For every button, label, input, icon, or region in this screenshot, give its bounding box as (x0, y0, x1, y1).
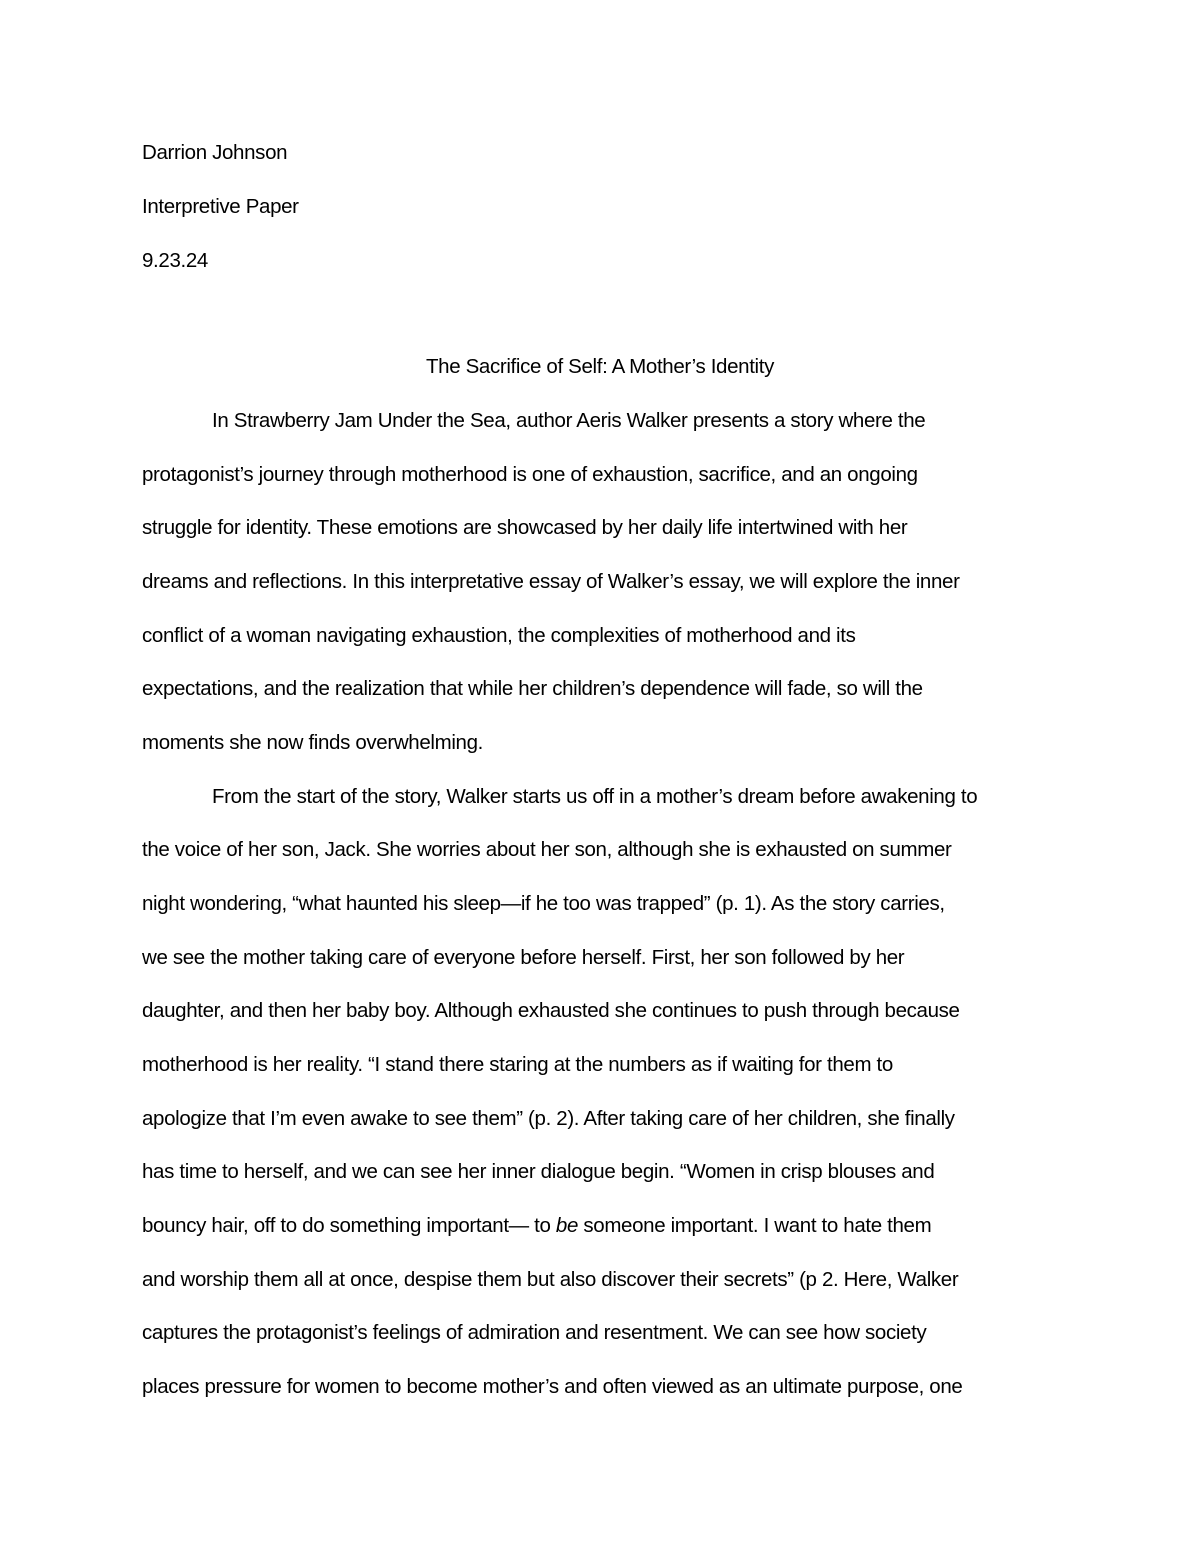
paragraph-line: expectations, and the realization that while her children’s dependence will fade, so will the (142, 677, 923, 700)
paragraph-line: struggle for identity. These emotions are showcased by her daily life intertwined with her (142, 516, 908, 539)
paragraph-line: night wondering, “what haunted his sleep—if he too was trapped” (p. 1). As the story carries, (142, 892, 945, 915)
assignment-name: Interpretive Paper (142, 195, 299, 218)
paragraph-line: has time to herself, and we can see her inner dialogue begin. “Women in crisp blouses and (142, 1160, 935, 1183)
italic-word: be (555, 1214, 579, 1237)
paragraph-line: motherhood is her reality. “I stand there staring at the numbers as if waiting for them to (142, 1053, 893, 1076)
paragraph-line: From the start of the story, Walker starts us off in a mother’s dream before awakening to (212, 785, 978, 808)
author-name: Darrion Johnson (142, 141, 288, 164)
paragraph-line: conflict of a woman navigating exhaustion, the complexities of motherhood and its (142, 624, 856, 647)
date: 9.23.24 (142, 249, 208, 272)
paragraph-line: dreams and reflections. In this interpretative essay of Walker’s essay, we will explore the inner (142, 570, 960, 593)
text-segment: bouncy hair, off to do something important— to (142, 1214, 556, 1237)
essay-title: The Sacrifice of Self: A Mother’s Identity (425, 355, 775, 378)
paragraph-line: we see the mother taking care of everyone before herself. First, her son followed by her (142, 946, 905, 969)
text-segment: someone important. I want to hate them (578, 1214, 932, 1237)
paragraph-line: apologize that I’m even awake to see them” (p. 2). After taking care of her children, she finally (142, 1107, 955, 1130)
paragraph-line: and worship them all at once, despise them but also discover their secrets” (p 2. Here, Walker (142, 1268, 959, 1291)
paragraph-line: In Strawberry Jam Under the Sea, author Aeris Walker presents a story where the (212, 409, 926, 432)
paragraph-line: captures the protagonist’s feelings of admiration and resentment. We can see how society (142, 1321, 927, 1344)
paragraph-line: protagonist’s journey through motherhood is one of exhaustion, sacrifice, and an ongoing (142, 463, 918, 486)
paragraph-line-with-italic (142, 1216, 931, 1237)
paragraph-line: moments she now finds overwhelming. (142, 731, 483, 754)
paragraph-line: daughter, and then her baby boy. Although exhausted she continues to push through because (142, 999, 960, 1022)
paragraph-line: the voice of her son, Jack. She worries about her son, although she is exhausted on summer (142, 838, 952, 861)
paragraph-line: places pressure for women to become mother’s and often viewed as an ultimate purpose, one (142, 1375, 963, 1398)
